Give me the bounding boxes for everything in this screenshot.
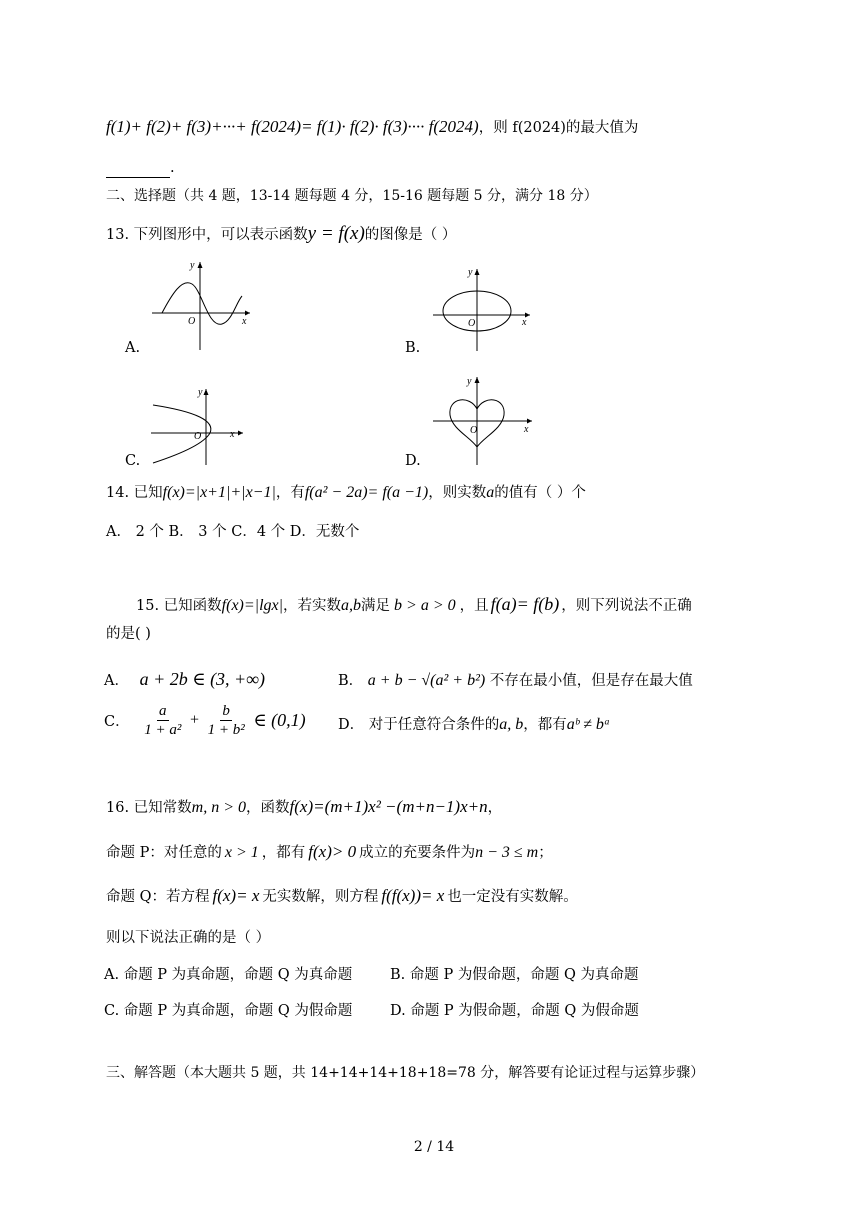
- q15-stem-mid2: 满足: [361, 598, 391, 614]
- q13d-origin: O: [470, 425, 478, 436]
- q14-options: A． 2 个 B． 3 个 C．4 个 D．无数个: [106, 524, 360, 540]
- q15-stem: [136, 594, 692, 616]
- q15-c-frac1: [142, 702, 183, 739]
- q13-graph-a: [150, 258, 255, 353]
- q16-option-b: B. 命题 P 为假命题，命题 Q 为真命题: [390, 967, 639, 983]
- q16-p-cond2: n − 3 ≤ m: [475, 844, 539, 861]
- q15-c-frac2: [206, 702, 247, 739]
- q12-formula: f(1)+ f(2)+ f(3)+···+ f(2024)= f(1)· f(2)· f(3)···· f(2024): [106, 117, 479, 136]
- q13c-x-label: x: [230, 429, 235, 440]
- q13b-y-label: y: [468, 267, 473, 278]
- q16-p-cond: x > 1: [224, 844, 259, 861]
- q15-option-a: [104, 669, 265, 690]
- q12-text: ，则 f(2024)的最大值为: [478, 120, 639, 136]
- q16-q-pre: 命题 Q：若方程: [106, 889, 210, 905]
- q13-stem: [106, 224, 456, 245]
- q16-option-d: D. 命题 P 为假命题，命题 Q 为假命题: [390, 1003, 639, 1019]
- q12-answer-blank-line: [106, 158, 175, 178]
- q16-fdef: f(x)=(m+1)x² −(m+n−1)x+n: [289, 797, 488, 816]
- q13d-x-label: x: [524, 424, 529, 435]
- q16-proposition-q: [106, 886, 578, 907]
- q15-c-label: C．: [104, 714, 130, 730]
- q16-q-end: 也一定没有实数解。: [447, 889, 578, 905]
- q14-stem: [106, 483, 586, 503]
- q15-d-text2: ，都有: [523, 717, 567, 733]
- q15-fdef: f(x)=|lgx|: [221, 597, 284, 614]
- q16-cond: m, n > 0: [191, 799, 247, 816]
- q15-stem-pre: 15. 已知函数: [136, 598, 222, 614]
- q13-graph-b: [430, 265, 535, 355]
- q15-stem-line2: 的是( ): [106, 626, 151, 642]
- q13-stem-end: 的图像是（ ）: [364, 227, 457, 243]
- q15-vars: a,b: [341, 597, 362, 614]
- q15-option-d: [338, 713, 610, 734]
- q14-stem-tail: 的值有（ ）个: [494, 485, 586, 501]
- q16-option-c: C. 命题 P 为真命题，命题 Q 为假命题: [104, 1003, 353, 1019]
- q16-stem-end: ，: [487, 800, 503, 816]
- q14-fdef: f(x)=|x+1|+|x−1|: [162, 484, 276, 501]
- q13c-origin: O: [194, 431, 202, 442]
- q15-c-den1: 1 + a²: [144, 722, 182, 738]
- q16-ask: 则以下说法正确的是（ ）: [106, 930, 271, 946]
- q13-graph-c: [148, 385, 253, 467]
- section2-heading: 二、选择题（共 4 题，13-14 题每题 4 分，15-16 题每题 5 分，满分 18 分）: [106, 188, 598, 204]
- q15-stem-end: ，则下列说法不正确: [561, 598, 692, 614]
- q15-stem-mid: ，若实数: [283, 598, 342, 614]
- q15-c-tail: ∈ (0,1): [253, 710, 306, 730]
- q14-var: a: [486, 484, 495, 501]
- q15-d-text1: 对于任意符合条件的: [368, 717, 500, 733]
- q12-end: .: [170, 160, 175, 176]
- q16-q-mid: 无实数解，则方程: [262, 889, 379, 905]
- q15-b-label: B．: [338, 673, 364, 689]
- q15-c-plus: +: [189, 711, 199, 729]
- q16-p-pre: 命题 P：对任意的: [106, 845, 222, 861]
- q13b-origin: O: [468, 318, 476, 329]
- answer-blank[interactable]: [106, 163, 170, 178]
- q13-stem-text: 13. 下列图形中，可以表示函数: [106, 227, 308, 243]
- q14-stem-end: ，则实数: [428, 485, 487, 501]
- q12-formula-line: [106, 117, 638, 138]
- q15-cond: b > a > 0: [394, 597, 456, 614]
- q14-stem-pre: 14. 已知: [106, 485, 163, 501]
- q16-p-end: ；: [538, 845, 553, 861]
- q15-d-vars: a, b: [499, 716, 524, 733]
- q15-a-label: A．: [104, 673, 129, 689]
- q16-proposition-p: [106, 842, 553, 863]
- q15-eq: f(a)= f(b): [490, 594, 560, 614]
- q13-func: y = f(x): [307, 223, 365, 244]
- q16-p-mid: ，都有: [261, 845, 306, 861]
- q13c-y-label: y: [198, 387, 203, 398]
- q15-option-c: [104, 702, 306, 739]
- q16-stem-mid: ，函数: [246, 800, 290, 816]
- q13-label-d: D.: [405, 453, 421, 469]
- q15-stem-mid3: ，且: [459, 598, 489, 614]
- q16-p-mid2: 成立的充要条件为: [359, 845, 476, 861]
- q14-stem-mid: ，有: [275, 485, 305, 501]
- q14-eq: f(a² − 2a)= f(a −1): [304, 484, 429, 501]
- q13b-x-label: x: [522, 317, 527, 328]
- q15-a-expr: a + 2b ∈ (3, +∞): [139, 669, 266, 689]
- q16-stem: [106, 797, 502, 818]
- q15-option-b: [338, 669, 693, 690]
- q16-option-a: A. 命题 P 为真命题，命题 Q 为真命题: [104, 967, 353, 983]
- q13-graph-d: [430, 373, 535, 468]
- section3-heading: 三、解答题（本大题共 5 题，共 14+14+14+18+18=78 分，解答要有论证过程与运算步骤）: [106, 1065, 705, 1081]
- q13-label-a: A.: [125, 340, 141, 356]
- q15-d-expr: aᵇ ≠ bᵃ: [566, 716, 611, 733]
- q13-label-b: B.: [405, 340, 421, 356]
- q15-c-den2: 1 + b²: [207, 722, 245, 738]
- page-number: 2 / 14: [413, 1139, 455, 1155]
- q13a-origin: O: [188, 316, 196, 327]
- q13d-y-label: y: [467, 376, 472, 387]
- q15-d-label: D．: [338, 717, 365, 733]
- q16-q-eq2: f(f(x))= x: [381, 886, 445, 905]
- q13a-x-label: x: [242, 316, 247, 327]
- q15-b-expr: a + b − √(a² + b²): [367, 672, 486, 689]
- q15-c-num1: a: [159, 703, 167, 719]
- q16-p-ineq: f(x)> 0: [308, 842, 357, 861]
- q16-q-eq: f(x)= x: [212, 886, 260, 905]
- q15-b-text: 不存在最小值，但是存在最大值: [489, 673, 693, 689]
- q13a-y-label: y: [190, 260, 195, 271]
- q15-c-num2: b: [222, 703, 230, 719]
- q13-label-c: C.: [125, 453, 141, 469]
- q16-stem-pre: 16. 已知常数: [106, 800, 192, 816]
